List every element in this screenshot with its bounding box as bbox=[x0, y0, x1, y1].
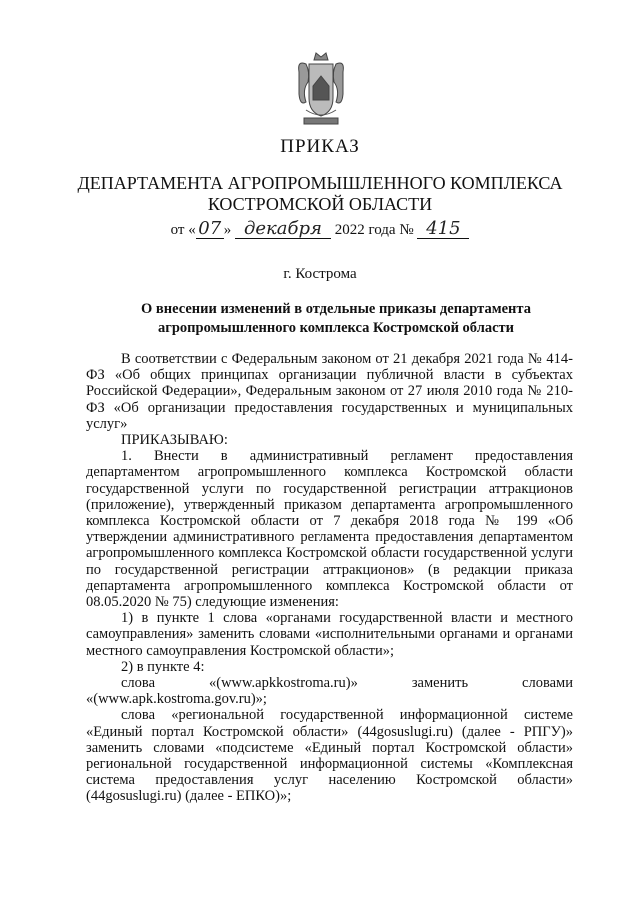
coat-of-arms-emblem bbox=[296, 50, 346, 128]
date-line bbox=[0, 220, 640, 239]
replace-a-new-url: «(www.apk.kostroma.gov.ru)»; bbox=[86, 691, 267, 708]
order-number-handwritten: 415 bbox=[417, 220, 469, 239]
replace-a-word-1: слова bbox=[121, 675, 156, 692]
replace-a-old-url: «(www.apkkostroma.ru)» bbox=[208, 675, 358, 692]
department-line-1: ДЕПАРТАМЕНТА АГРОПРОМЫШЛЕННОГО КОМПЛЕКСА bbox=[77, 173, 563, 193]
order-subject bbox=[96, 300, 576, 338]
document-title: ПРИКАЗ bbox=[280, 136, 360, 157]
replace-a-word-3: заменить bbox=[411, 675, 469, 692]
date-prefix: от « bbox=[170, 222, 196, 238]
date-year: 2022 года № bbox=[334, 222, 414, 238]
replace-row-a bbox=[86, 675, 573, 691]
order-word: ПРИКАЗЫВАЮ: bbox=[121, 432, 228, 449]
department-line-2: КОСТРОМСКОЙ ОБЛАСТИ bbox=[207, 194, 433, 214]
date-day-handwritten: 07 bbox=[196, 220, 224, 239]
subject-line-1: О внесении изменений в отдельные приказы департамента bbox=[141, 301, 531, 317]
replace-a-word-4: словами bbox=[522, 675, 573, 692]
item-1-paragraph: 1. Внести в административный регламент предоставления департаментом агропромышленного комплекса Костромской области государственной услуги по государственной регистрации аттракционов (приложение), утвержденный приказом департамента агропромышленного комплекса Костромской области от 7 декабря 2018 года № 199 «Об утверждении административного регламента предоставления департаментом агропромышленного комплекса Костромской области государственной услуги по государственной регистрации аттракционов» (в редакции приказа департамента агропромышленного комплекса Костромской области от 08.05.2020 № 75) следующие изменения: bbox=[86, 448, 573, 611]
subject-line-2: агропромышленного комплекса Костромской области bbox=[158, 320, 514, 336]
city: г. Кострома bbox=[283, 266, 357, 282]
replace-b-paragraph: слова «региональной государственной информационной системе «Единый портал Костромской области» (44gosuslugi.ru) (далее - РПГУ)» заменить словами «подсистеме «Единый портал Костромской области» региональной государственной информационной системы «Комплексная система предоставления услуг населению Костромской области» (44gosuslugi.ru) (далее - ЕПКО)»; bbox=[86, 707, 573, 805]
preamble-paragraph: В соответствии с Федеральным законом от 21 декабря 2021 года № 414-ФЗ «Об общих принципах организации публичной власти в субъектах Российской Федерации», Федеральным законом от 27 июля 2010 года № 210-ФЗ «Об организации предоставления государственных и муниципальных услуг» bbox=[86, 351, 573, 432]
subitem-1-paragraph: 1) в пункте 1 слова «органами государственной власти и местного самоуправления» заменить словами «исполнительными органами и органами местного самоуправления Костромской области»; bbox=[86, 610, 573, 659]
subitem-2-paragraph: 2) в пункте 4: bbox=[121, 658, 205, 675]
document-body bbox=[86, 351, 573, 805]
date-month-handwritten: декабря bbox=[235, 220, 331, 239]
department-name bbox=[0, 173, 640, 215]
date-quote-close: » bbox=[223, 222, 232, 238]
